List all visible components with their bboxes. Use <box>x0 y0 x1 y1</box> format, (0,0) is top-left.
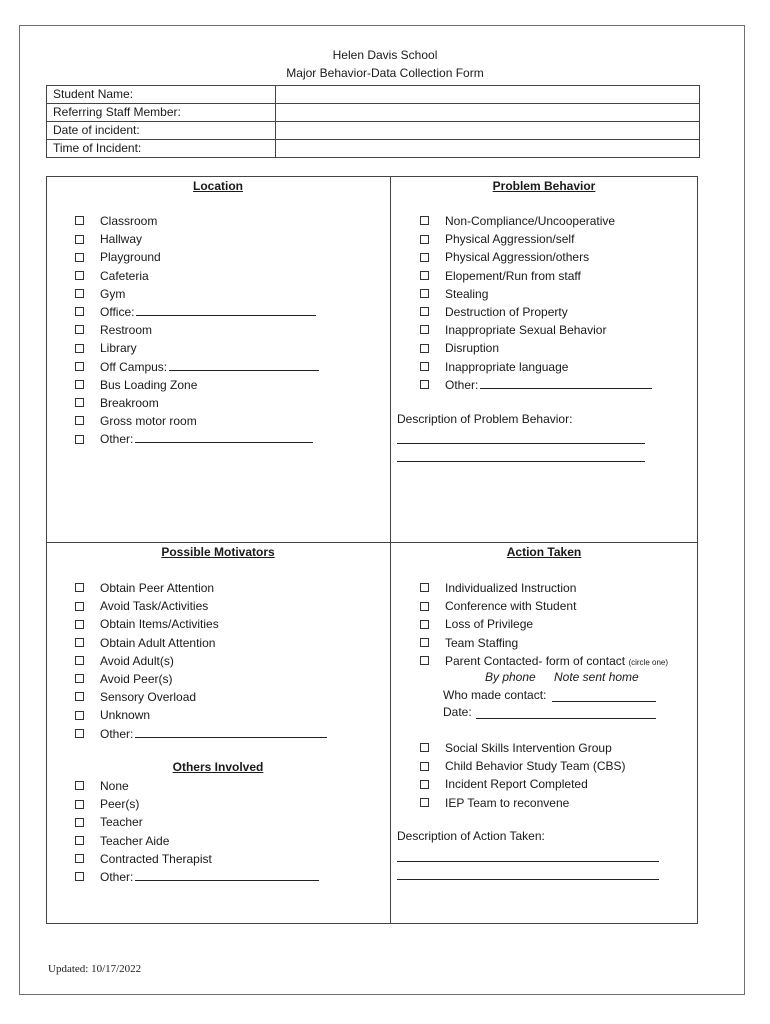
option-label: Social Skills Intervention Group <box>445 741 612 755</box>
grid-divider-horizontal <box>46 542 698 543</box>
checkbox[interactable] <box>420 289 429 298</box>
location-other-blank[interactable] <box>135 431 313 443</box>
option-label: Restroom <box>100 323 153 338</box>
circle-one-note: (circle one) <box>628 657 669 667</box>
option-label: Conference with Student <box>445 599 577 614</box>
list-item[interactable] <box>75 267 319 285</box>
list-item[interactable] <box>75 430 319 448</box>
list-item[interactable] <box>420 321 652 339</box>
option-label: Library <box>100 341 137 356</box>
note-sent-home-option[interactable]: Note sent home <box>554 670 639 684</box>
checkbox[interactable] <box>75 800 84 809</box>
option-label: Physical Aggression/self <box>445 232 575 247</box>
list-item[interactable] <box>75 634 327 652</box>
option-label: Avoid Peer(s) <box>100 671 173 686</box>
checkbox[interactable] <box>420 620 429 629</box>
problem-description-label: Description of Problem Behavior: <box>397 412 573 426</box>
option-label: Inappropriate language <box>445 359 569 374</box>
checkbox[interactable] <box>75 289 84 298</box>
others-involved-title: Others Involved <box>172 760 264 774</box>
checkbox[interactable] <box>75 344 84 353</box>
checkbox[interactable] <box>420 216 429 225</box>
by-phone-option[interactable]: By phone <box>485 670 536 684</box>
checkbox[interactable] <box>420 798 429 807</box>
problem-behavior-title: Problem Behavior <box>492 179 596 193</box>
checkbox[interactable] <box>75 416 84 425</box>
form-title: Major Behavior-Data Collection Form <box>286 66 484 80</box>
list-item[interactable] <box>420 339 652 357</box>
checkbox[interactable] <box>75 872 84 881</box>
list-item[interactable] <box>420 739 626 757</box>
checkbox[interactable] <box>75 781 84 790</box>
checkbox[interactable] <box>75 854 84 863</box>
option-label: Avoid Adult(s) <box>100 653 174 668</box>
possible-motivators-title: Possible Motivators <box>161 545 275 559</box>
list-item[interactable] <box>75 777 319 795</box>
checkbox[interactable] <box>75 638 84 647</box>
list-item[interactable] <box>75 868 319 886</box>
option-label: Hallway <box>100 232 143 247</box>
checkbox[interactable] <box>420 235 429 244</box>
checkbox[interactable] <box>75 435 84 444</box>
checkbox[interactable] <box>75 692 84 701</box>
option-label: Bus Loading Zone <box>100 377 198 392</box>
option-label: Obtain Items/Activities <box>100 617 219 632</box>
option-label: Obtain Peer Attention <box>100 581 215 595</box>
list-item[interactable] <box>420 634 668 652</box>
student-name-field[interactable] <box>276 86 700 104</box>
list-item[interactable] <box>75 850 319 868</box>
checkbox[interactable] <box>75 253 84 262</box>
list-item[interactable] <box>75 706 327 724</box>
list-item[interactable] <box>75 795 319 813</box>
list-item[interactable] <box>420 597 668 615</box>
option-label: Stealing <box>445 286 489 301</box>
action-description-line-2[interactable] <box>397 879 659 880</box>
who-made-contact-label: Who made contact: <box>443 688 547 702</box>
checkbox[interactable] <box>75 836 84 845</box>
checkbox[interactable] <box>75 380 84 389</box>
date-of-incident-label: Date of incident: <box>47 122 276 140</box>
option-label: Avoid Task/Activities <box>100 599 209 614</box>
list-item[interactable] <box>420 230 652 248</box>
option-label: Peer(s) <box>100 797 140 812</box>
who-made-contact-blank[interactable] <box>552 701 656 702</box>
list-item[interactable] <box>420 757 626 775</box>
location-title: Location <box>193 179 243 193</box>
option-label: Destruction of Property <box>445 304 568 319</box>
option-label: Elopement/Run from staff <box>445 268 581 283</box>
checkbox[interactable] <box>420 362 429 371</box>
time-of-incident-label: Time of Incident: <box>47 140 276 158</box>
list-item[interactable] <box>420 615 668 633</box>
list-item[interactable] <box>75 303 319 321</box>
referring-staff-field[interactable] <box>276 104 700 122</box>
option-label: Classroom <box>100 214 158 228</box>
info-row-time <box>47 140 700 158</box>
possible-motivators-list <box>75 579 327 743</box>
office-blank[interactable] <box>136 304 316 316</box>
option-label: Playground <box>100 250 161 265</box>
list-item[interactable] <box>420 248 652 266</box>
checkbox[interactable] <box>75 818 84 827</box>
list-item[interactable] <box>75 376 319 394</box>
school-name: Helen Davis School <box>332 48 438 62</box>
checkbox[interactable] <box>75 362 84 371</box>
list-item[interactable] <box>75 725 327 743</box>
checkbox[interactable] <box>420 380 429 389</box>
others-other-blank[interactable] <box>135 869 319 881</box>
list-item[interactable] <box>75 412 319 430</box>
checkbox[interactable] <box>75 620 84 629</box>
checkbox[interactable] <box>420 325 429 334</box>
list-item[interactable] <box>75 212 319 230</box>
list-item[interactable] <box>75 394 319 412</box>
action-taken-title: Action Taken <box>506 545 582 559</box>
checkbox[interactable] <box>420 344 429 353</box>
motivator-other-blank[interactable] <box>135 726 327 738</box>
list-item[interactable] <box>420 775 626 793</box>
option-label: Contracted Therapist <box>100 851 212 866</box>
info-row-student-name <box>47 86 700 104</box>
list-item[interactable] <box>75 597 327 615</box>
option-label: None <box>100 779 129 793</box>
list-item[interactable] <box>75 652 327 670</box>
problem-behavior-list <box>420 212 652 394</box>
option-label: Gym <box>100 286 126 301</box>
contact-date-blank[interactable] <box>476 718 656 719</box>
updated-date: Updated: 10/17/2022 <box>48 963 142 975</box>
list-item[interactable] <box>75 832 319 850</box>
student-info-table <box>46 85 700 158</box>
info-row-referring-staff <box>47 104 700 122</box>
checkbox[interactable] <box>420 780 429 789</box>
checkbox[interactable] <box>420 307 429 316</box>
checkbox[interactable] <box>75 325 84 334</box>
checkbox[interactable] <box>75 398 84 407</box>
checkbox[interactable] <box>75 674 84 683</box>
option-label: Off Campus: <box>100 359 168 374</box>
list-item[interactable] <box>75 670 327 688</box>
option-label: Other: <box>445 377 479 392</box>
option-label: Physical Aggression/others <box>445 250 590 265</box>
date-of-incident-field[interactable] <box>276 122 700 140</box>
option-label: Unknown <box>100 708 151 723</box>
list-item[interactable] <box>420 579 668 597</box>
checkbox[interactable] <box>420 762 429 771</box>
checkbox[interactable] <box>75 656 84 665</box>
list-item[interactable] <box>420 376 652 394</box>
option-label: Other: <box>100 869 134 884</box>
option-label: Loss of Privilege <box>445 617 534 632</box>
checkbox[interactable] <box>420 638 429 647</box>
checkbox[interactable] <box>420 253 429 262</box>
option-label: Breakroom <box>100 395 159 410</box>
list-item[interactable] <box>75 688 327 706</box>
action-taken-list-b <box>420 739 626 812</box>
list-item[interactable] <box>420 267 652 285</box>
checkbox[interactable] <box>75 307 84 316</box>
off-campus-blank[interactable] <box>169 359 319 371</box>
option-label: IEP Team to reconvene <box>445 795 570 810</box>
option-label: Incident Report Completed <box>445 777 588 792</box>
problem-description-line-2[interactable] <box>397 461 645 462</box>
option-label: Teacher <box>100 815 143 830</box>
option-label: Other: <box>100 432 134 447</box>
checkbox[interactable] <box>75 729 84 738</box>
option-label: Teacher Aide <box>100 833 170 848</box>
option-label: Cafeteria <box>100 268 149 283</box>
action-description-label: Description of Action Taken: <box>397 829 545 843</box>
checkbox[interactable] <box>75 583 84 592</box>
list-item[interactable] <box>420 212 652 230</box>
checkbox[interactable] <box>75 711 84 720</box>
list-item[interactable] <box>75 358 319 376</box>
list-item[interactable] <box>75 339 319 357</box>
list-item[interactable] <box>420 285 652 303</box>
checkbox[interactable] <box>420 743 429 752</box>
option-label: Individualized Instruction <box>445 581 577 595</box>
option-label: Obtain Adult Attention <box>100 635 216 650</box>
checkbox[interactable] <box>75 235 84 244</box>
list-item[interactable] <box>75 230 319 248</box>
option-label: Other: <box>100 726 134 741</box>
checkbox[interactable] <box>420 583 429 592</box>
action-description-line-1[interactable] <box>397 861 659 862</box>
location-list <box>75 212 319 448</box>
list-item[interactable] <box>75 579 327 597</box>
option-label: Gross motor room <box>100 414 197 429</box>
list-item[interactable] <box>75 321 319 339</box>
option-label: Disruption <box>445 341 500 356</box>
referring-staff-label: Referring Staff Member: <box>47 104 276 122</box>
option-label: Sensory Overload <box>100 690 197 705</box>
checkbox[interactable] <box>420 271 429 280</box>
others-involved-list <box>75 777 319 886</box>
problem-other-blank[interactable] <box>480 377 652 389</box>
list-item[interactable] <box>75 615 327 633</box>
option-label: Office: <box>100 304 135 319</box>
list-item[interactable] <box>75 813 319 831</box>
list-item[interactable] <box>420 652 668 670</box>
list-item[interactable] <box>75 285 319 303</box>
option-label: Inappropriate Sexual Behavior <box>445 323 607 338</box>
list-item[interactable] <box>75 248 319 266</box>
list-item[interactable] <box>420 794 626 812</box>
list-item[interactable] <box>420 358 652 376</box>
time-of-incident-field[interactable] <box>276 140 700 158</box>
action-taken-list-a <box>420 579 668 670</box>
problem-description-line-1[interactable] <box>397 443 645 444</box>
info-row-date <box>47 122 700 140</box>
option-label: Child Behavior Study Team (CBS) <box>445 759 626 774</box>
option-label: Non-Compliance/Uncooperative <box>445 214 616 228</box>
checkbox[interactable] <box>75 271 84 280</box>
list-item[interactable] <box>420 303 652 321</box>
checkbox[interactable] <box>420 656 429 665</box>
parent-contacted-label: Parent Contacted- form of contact <box>445 653 626 668</box>
checkbox[interactable] <box>75 602 84 611</box>
student-name-label: Student Name: <box>47 86 276 104</box>
checkbox[interactable] <box>75 216 84 225</box>
checkbox[interactable] <box>420 602 429 611</box>
contact-date-label: Date: <box>443 705 472 719</box>
option-label: Team Staffing <box>445 635 519 650</box>
